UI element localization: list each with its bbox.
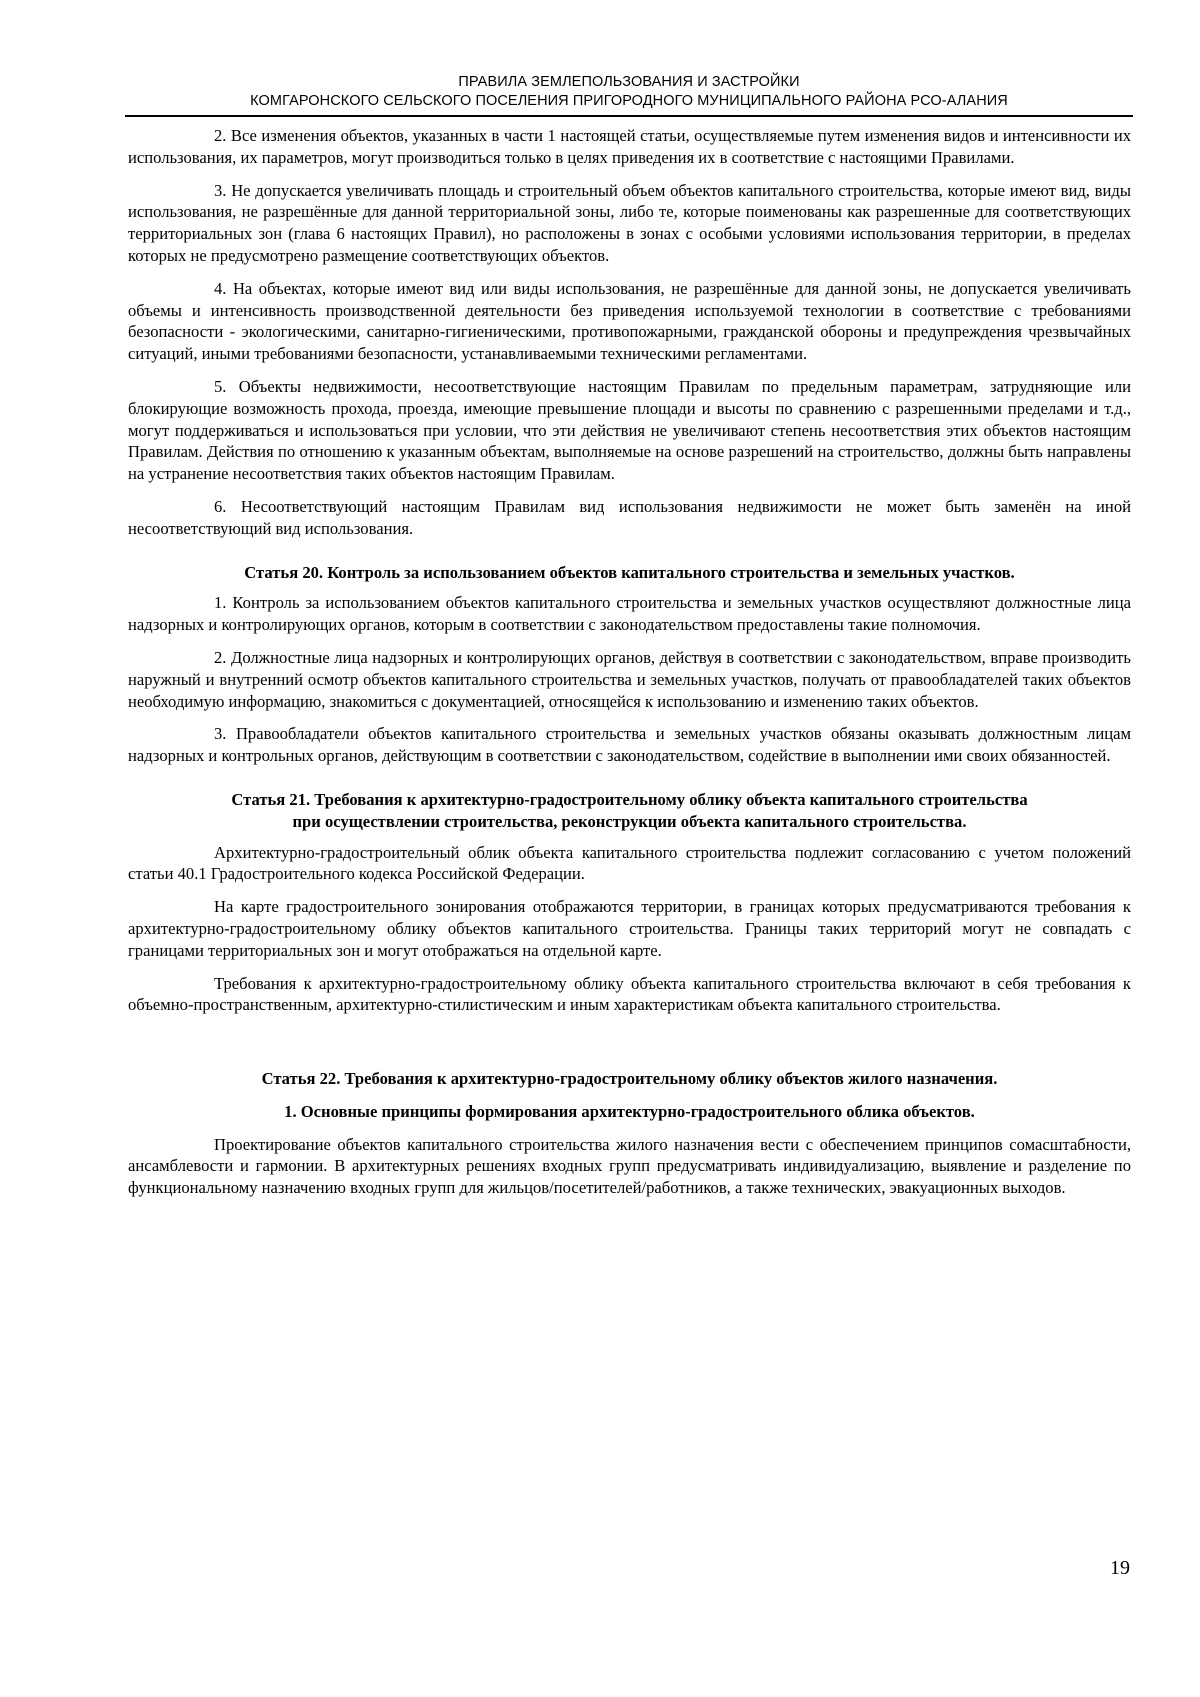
paragraph: 6. Несоответствующий настоящим Правилам вид использования недвижимости не может быть заменён на иной несоответствующий вид использования. — [128, 496, 1131, 538]
article-20-heading: Статья 20. Контроль за использованием объектов капитального строительства и земельных участков. — [244, 562, 1015, 582]
article-22-heading: Статья 22. Требования к архитектурно-градостроительному облику объектов жилого назначения. — [261, 1069, 998, 1089]
paragraph: Требования к архитектурно-градостроительному облику объекта капитального строительства включают в себя требования к объемно-пространственным, архитектурно-стилистическим и иным характеристикам объекта капитального строительства. — [128, 973, 1131, 1015]
paragraph: 3. Не допускается увеличивать площадь и строительный объем объектов капитального строительства, которые имеют вид, виды использования, не разрешённые для данной территориальной зоны, либо те, которые поименованы как разрешенные для соответствующих территориальных зон (глава 6 настоящих Правил), но расположены в зонах с особыми условиями использования территории, в пределах которых не предусмотрено размещение соответствующих объектов. — [128, 180, 1131, 265]
paragraph: 4. На объектах, которые имеют вид или виды использования, не разрешённые для данной зоны, не допускается увеличивать объемы и интенсивность производственной деятельности без приведения используемой технологии в соответствие с требованиями безопасности - экологическими, санитарно-гигиеническими, противопожарными, гражданской обороны и предупреждения чрезвычайных ситуаций, иными требованиями безопасности, устанавливаемыми техническими регламентами. — [128, 278, 1131, 364]
header-subtitle-line: КОМГАРОНСКОГО СЕЛЬСКОГО ПОСЕЛЕНИЯ ПРИГОРОДНОГО МУНИЦИПАЛЬНОГО РАЙОНА РСО-АЛАНИЯ — [250, 93, 1008, 109]
article-21-heading-line: при осуществлении строительства, реконструкции объекта капитального строительства. — [292, 811, 967, 831]
article-21-heading-line: Статья 21. Требования к архитектурно-градостроительному облику объекта капитального строительства — [231, 789, 1028, 809]
paragraph: Архитектурно-градостроительный облик объекта капитального строительства подлежит согласованию с учетом положений статьи 40.1 Градостроительного кодекса Российской Федерации. — [128, 842, 1131, 884]
article-22-subheading: 1. Основные принципы формирования архитектурно-градостроительного облика объектов. — [284, 1101, 975, 1121]
running-header — [125, 73, 1133, 111]
paragraph: На карте градостроительного зонирования отображаются территории, в границах которых предусматриваются требования к архитектурно-градостроительному облику объектов капитального строительства. Границы таких территорий могут не совпадать с границами территориальных зон и могут отображаться на отдельной карте. — [128, 897, 1131, 960]
paragraph: 3. Правообладатели объектов капитального строительства и земельных участков обязаны оказывать должностным лицам надзорных и контрольных органов, действующим в соответствии с законодательством, содействие в выполнении ими своих обязанностей. — [128, 724, 1131, 766]
article-21-heading — [128, 789, 1131, 833]
paragraph: Проектирование объектов капитального строительства жилого назначения вести с обеспечением принципов сомасштабности, ансамблевости и гармонии. В архитектурных решениях входных групп предусматривать индивидуализацию, выявление и разделение по функциональному назначению входных групп для жильцов/посетителей/работников, а также технических, эвакуационных выходов. — [128, 1134, 1131, 1198]
page-number: 19 — [1110, 1557, 1130, 1579]
header-divider — [125, 115, 1133, 117]
page-body — [128, 125, 1131, 1199]
paragraph: 2. Должностные лица надзорных и контролирующих органов, действуя в соответствии с законодательством, вправе производить наружный и внутренний осмотр объектов капитального строительства и земельных участков, получать от правообладателей таких объектов необходимую информацию, знакомиться с документацией, относящейся к использованию и изменению таких объектов. — [128, 647, 1131, 711]
header-title-line: ПРАВИЛА ЗЕМЛЕПОЛЬЗОВАНИЯ И ЗАСТРОЙКИ — [458, 74, 800, 90]
paragraph: 2. Все изменения объектов, указанных в части 1 настоящей статьи, осуществляемые путем изменения видов и интенсивности их использования, их параметров, могут производиться только в целях приведения их в соответствие с настоящими Правилами. — [128, 126, 1131, 167]
paragraph: 1. Контроль за использованием объектов капитального строительства и земельных участков осуществляют должностные лица надзорных и контролирующих органов, которым в соответствии с законодательством предоставлены такие полномочия. — [128, 593, 1131, 635]
paragraph: 5. Объекты недвижимости, несоответствующие настоящим Правилам по предельным параметрам, затрудняющие или блокирующие возможность прохода, проезда, имеющие превышение площади и высоты по сравнению с разрешенными пределами и т.д., могут поддерживаться и использоваться при условии, что эти действия не увеличивают степень несоответствия этих объектов настоящим Правилам. Действия по отношению к указанным объектам, выполняемые на основе разрешений на строительство, должны быть направлены на устранение несоответствия таких объектов настоящим Правилам. — [128, 376, 1131, 484]
